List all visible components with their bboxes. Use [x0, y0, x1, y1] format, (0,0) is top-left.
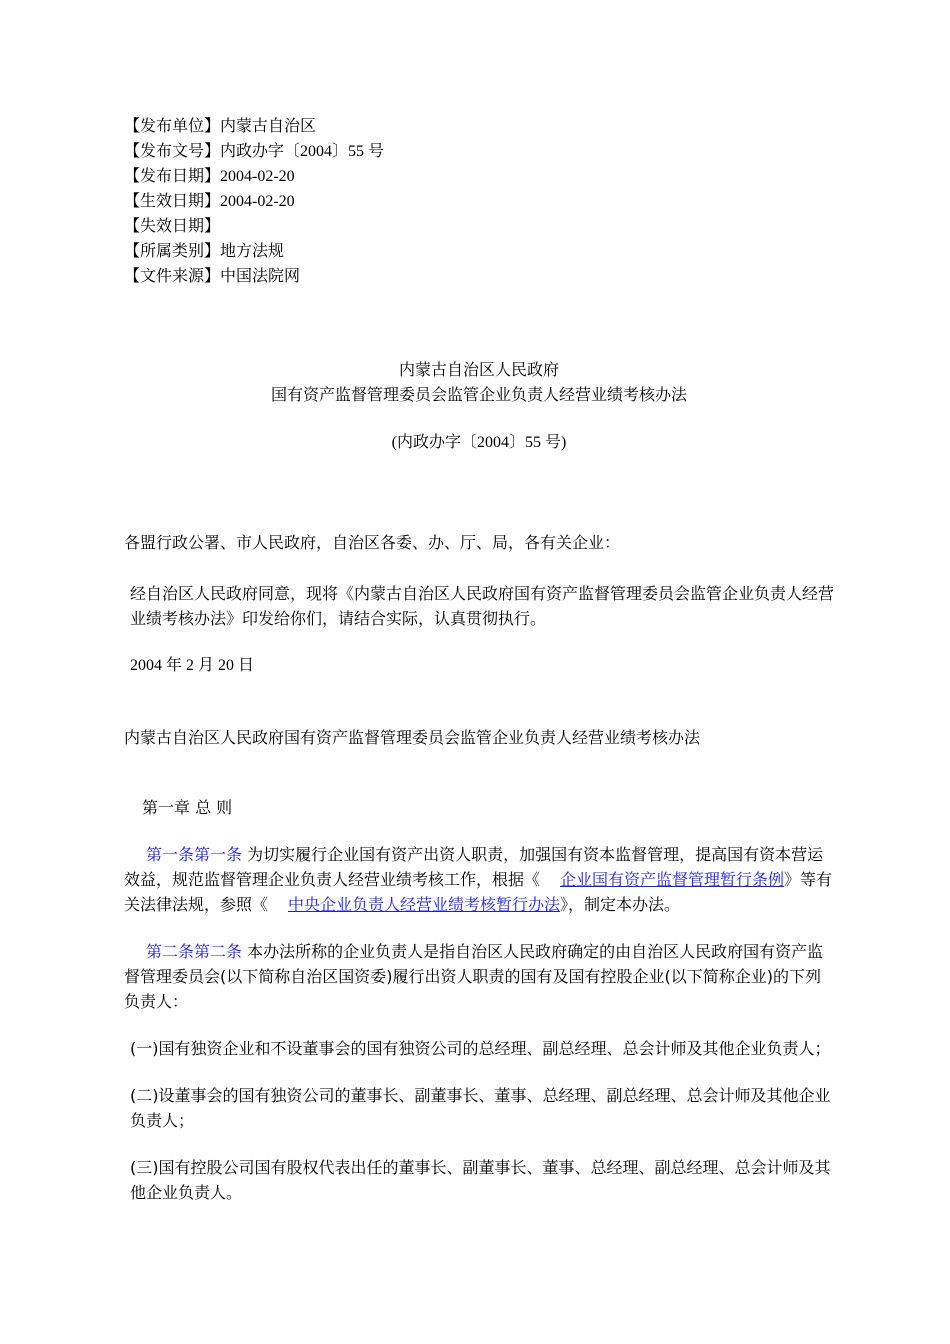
meta-publish-date	[124, 163, 834, 188]
meta-effective-date	[124, 188, 834, 213]
article-1-label: 第一条第一条	[146, 845, 243, 864]
meta-doc-number	[124, 138, 834, 163]
issue-date: 2004 年 2 月 20 日	[130, 657, 255, 674]
document-body-title: 内蒙古自治区人民政府国有资产监督管理委员会监管企业负责人经营业绩考核办法	[124, 728, 701, 747]
meta-effective-date-value: 2004-02-20	[220, 193, 295, 210]
article-1-text-a: 为切实履行企业国有资产出资人职责，加强国有资本监督管理，提高国有资本营运效益，规范监督管理企业负责人经营业绩考核工作，根据《	[124, 845, 824, 889]
title-line-2: 国有资产监督管理委员会监管企业负责人经营业绩考核办法	[270, 385, 687, 404]
link-state-assets-regulation[interactable]: 企业国有资产监督管理暂行条例	[560, 870, 785, 889]
notice-paragraph: 经自治区人民政府同意，现将《内蒙古自治区人民政府国有资产监督管理委员会监管企业负责人经营业绩考核办法》印发给你们，请结合实际，认真贯彻执行。	[130, 584, 835, 628]
article-1-text-b: 》等有关法律法规，参照《	[124, 870, 833, 914]
link-central-enterprise-assessment[interactable]: 中央企业负责人经营业绩考核暂行办法	[288, 895, 561, 914]
meta-source: 【文件来源】中国法院网	[124, 266, 301, 285]
meta-publish-date-value: 2004-02-20	[220, 168, 295, 185]
list-item-2: (二)设董事会的国有独资公司的董事长、副董事长、董事、总经理、副总经理、总会计师及其他企业负责人；	[130, 1086, 831, 1130]
meta-effective-date-label: 【生效日期】	[124, 191, 221, 210]
metadata-block	[124, 113, 834, 288]
meta-publish-date-label: 【发布日期】	[124, 166, 221, 185]
meta-doc-number-value: 内政办字〔2004〕55 号	[220, 143, 385, 160]
greeting: 各盟行政公署、市人民政府，自治区各委、办、厅、局，各有关企业：	[124, 533, 621, 552]
article-2	[124, 939, 834, 1014]
meta-expiry-date: 【失效日期】	[124, 216, 221, 235]
article-1-text-c: 》，制定本办法。	[560, 895, 681, 914]
meta-publisher: 【发布单位】内蒙古自治区	[124, 116, 317, 135]
meta-doc-number-label: 【发布文号】	[124, 141, 221, 160]
list-item-3: (三)国有控股公司国有股权代表出任的董事长、副董事长、董事、总经理、副总经理、总会计师及其他企业负责人。	[130, 1158, 831, 1202]
document-page	[124, 113, 834, 1205]
title-doc-number: (内政办字〔2004〕55 号)	[391, 434, 567, 451]
article-2-text: 本办法所称的企业负责人是指自治区人民政府确定的由自治区人民政府国有资产监督管理委员会(以下简称自治区国资委)履行出资人职责的国有及国有控股企业(以下简称企业)的下列负责人：	[124, 942, 824, 1011]
list-item-1: (一)国有独资企业和不设董事会的国有独资公司的总经理、副总经理、总会计师及其他企业负责人；	[130, 1039, 831, 1058]
document-title	[124, 357, 834, 455]
article-2-label: 第二条第二条	[146, 942, 243, 961]
chapter-heading: 第一章 总 则	[142, 798, 233, 817]
article-1	[124, 842, 834, 917]
title-line-1: 内蒙古自治区人民政府	[398, 360, 559, 379]
meta-category: 【所属类别】地方法规	[124, 241, 285, 260]
